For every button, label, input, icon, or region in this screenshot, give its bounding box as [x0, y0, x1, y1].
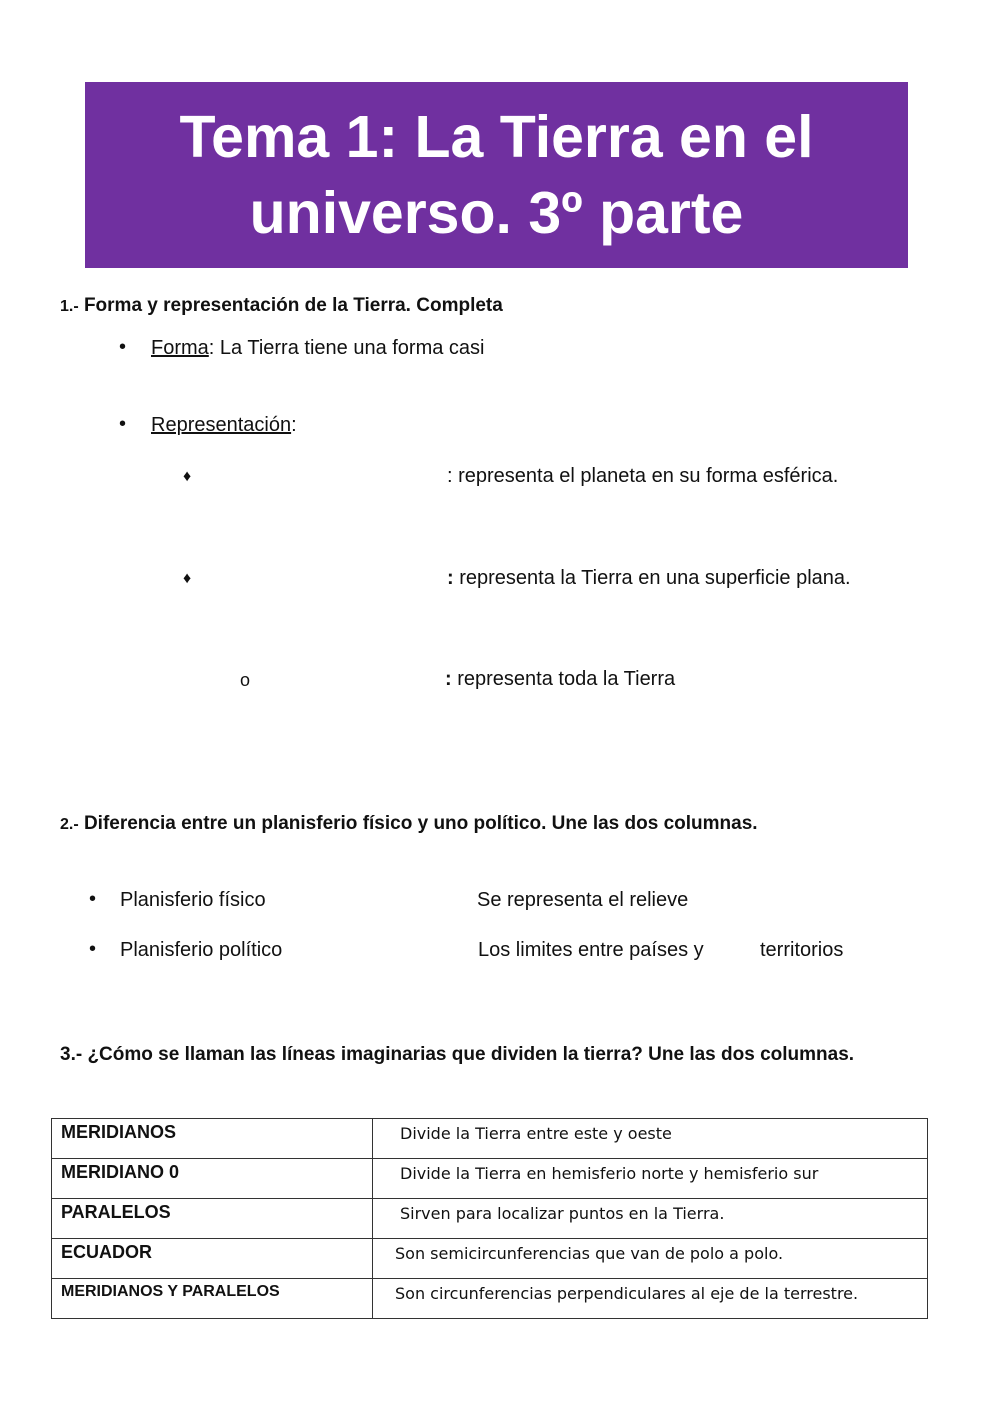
definition-cell: Sirven para localizar puntos en la Tierra.: [373, 1199, 928, 1239]
bullet-icon: •: [119, 336, 127, 358]
question-2-title: [60, 813, 758, 835]
globe-description: : representa el planeta en su forma esférica.: [447, 465, 839, 487]
bullet-icon: •: [89, 888, 97, 910]
relieve-description: Se representa el relieve: [477, 889, 689, 911]
limites-description: Los limites entre países y: [478, 939, 704, 961]
question-3-title: 3.- ¿Cómo se llaman las líneas imaginarias que dividen la tierra? Une las dos columnas.: [60, 1044, 855, 1065]
term-cell: MERIDIANO 0: [52, 1159, 373, 1199]
title-line-1: Tema 1: La Tierra en el: [179, 104, 814, 170]
planisferio-politico: Planisferio político: [120, 939, 283, 961]
map-colon: :: [447, 567, 454, 589]
planisferio-fisico: Planisferio físico: [120, 889, 266, 911]
definition-cell: Son semicircunferencias que van de polo a polo.: [373, 1239, 928, 1279]
title-line-2: universo. 3º parte: [249, 180, 744, 246]
term-cell: ECUADOR: [52, 1239, 373, 1279]
title-banner: [85, 82, 908, 268]
map-text: representa la Tierra en una superficie plana.: [453, 567, 851, 589]
table-row: [52, 1159, 928, 1199]
planisferio-description: [445, 668, 675, 691]
term-cell: MERIDIANOS: [52, 1119, 373, 1159]
table-row: [52, 1119, 928, 1159]
planisferio-text: representa toda la Tierra: [451, 668, 676, 690]
question-2-number: 2.-: [60, 816, 79, 833]
table-row: [52, 1199, 928, 1239]
representacion-line: [151, 414, 297, 437]
lines-table: [51, 1118, 928, 1319]
bullet-icon: •: [89, 938, 97, 960]
question-2-text: Diferencia entre un planisferio físico y uno político. Une las dos columnas.: [83, 813, 758, 834]
limites-description-end: territorios: [760, 939, 844, 961]
question-1-number: 1.-: [60, 298, 79, 315]
definition-cell: Divide la Tierra entre este y oeste: [373, 1119, 928, 1159]
map-description: [447, 567, 851, 590]
circle-bullet-icon: o: [240, 670, 251, 690]
question-1-title: [60, 295, 503, 317]
representacion-colon: :: [291, 414, 297, 436]
table-row: [52, 1239, 928, 1279]
term-cell: PARALELOS: [52, 1199, 373, 1239]
planisferio-colon: :: [445, 668, 452, 690]
diamond-bullet-icon: ♦: [183, 570, 192, 587]
forma-line: [151, 337, 485, 360]
definition-cell: Divide la Tierra en hemisferio norte y hemisferio sur: [373, 1159, 928, 1199]
representacion-label: Representación: [151, 414, 292, 436]
diamond-bullet-icon: ♦: [183, 468, 192, 485]
table-row: [52, 1279, 928, 1319]
definition-cell: Son circunferencias perpendiculares al eje de la terrestre.: [373, 1279, 928, 1319]
bullet-icon: •: [119, 413, 127, 435]
question-1-text: Forma y representación de la Tierra. Completa: [83, 295, 503, 316]
forma-text: : La Tierra tiene una forma casi: [208, 337, 485, 359]
term-cell: MERIDIANOS Y PARALELOS: [52, 1279, 373, 1319]
forma-label: Forma: [151, 337, 209, 359]
